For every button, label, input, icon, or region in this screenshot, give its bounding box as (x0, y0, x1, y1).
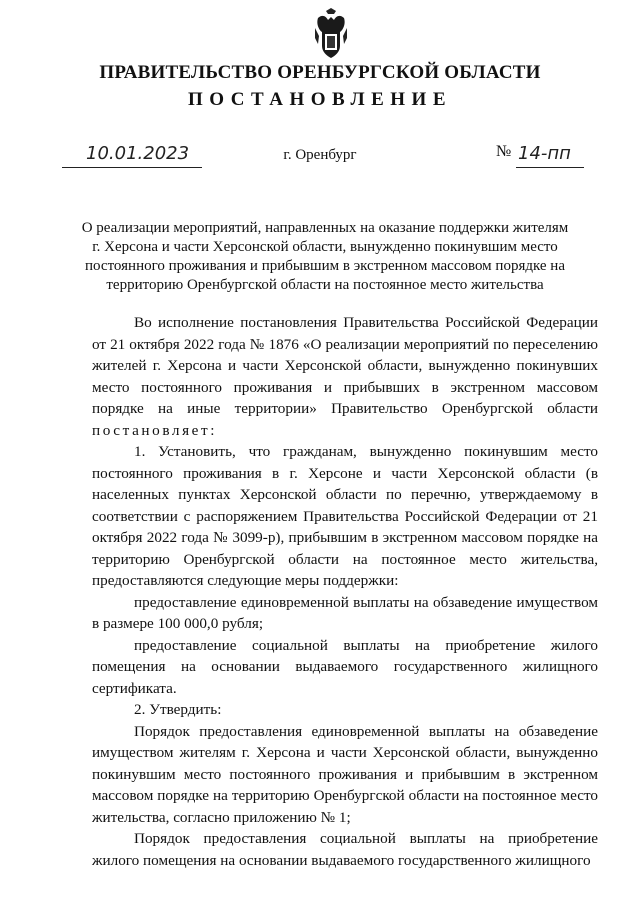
document-body (92, 312, 598, 871)
document-title: О реализации мероприятий, направленных на оказание поддержки жителям г. Херсона и части Херсонской области, вынужденно покинувшим место постоянного проживания и прибывшим в экстренном массовом порядке на территорию Оренбургской области на постоянное место жительства (81, 220, 569, 293)
paragraph-2a: Порядок предоставления единовременной выплаты на обзаведение имуществом жителям г. Херсона и части Херсонской области, вынужденно покинувшим место постоянного проживания и прибывшим в экстренном массовом порядке на территорию Оренбургской области на постоянное место жительства, согласно приложению № 1; (92, 722, 598, 826)
paragraph-1: 1. Установить, что гражданам, вынужденно покинувшим место постоянного проживания в г. Херсоне и части Херсонской области (в населенных пунктах Херсонской области по перечню, утверждаемому в соответствии с распоряжением Правительства Российской Федерации от 21 октября 2022 года № 3099-р), прибывшим в экстренном массовом порядке на территорию Оренбургской области на постоянное место жительства, предоставляются следующие меры поддержки: (92, 443, 598, 589)
paragraph-1b: предоставление социальной выплаты на приобретение жилого помещения на основании выдаваемого государственного жилищного сертификата. (92, 636, 598, 697)
coat-of-arms-icon (314, 8, 348, 60)
paragraph-2b: Порядок предоставления социальной выплаты на приобретение жилого помещения на основании выдаваемого государственного жилищного (92, 830, 598, 869)
intro-paragraph (92, 312, 598, 441)
number-field (516, 143, 584, 168)
intro-text: Во исполнение постановления Правительства Российской Федерации от 21 октября 2022 года № 1876 «О реализации мероприятий по переселению жителей г. Херсона и части Херсонской области, вынужденно покинувших место постоянного проживания и прибывших в экстренном массовом порядке на иные территории» Правительство Оренбургской области (92, 314, 598, 417)
city: г. Оренбург (283, 147, 357, 163)
paragraph-1a: предоставление единовременной выплаты на обзаведение имуществом в размере 100 000,0 рубля; (92, 593, 598, 632)
decree-word: постановляет: (92, 421, 218, 439)
government-name: ПРАВИТЕЛЬСТВО ОРЕНБУРГСКОЙ ОБЛАСТИ (99, 62, 541, 83)
number-handwritten: 14-пп (518, 143, 571, 164)
document-type: ПОСТАНОВЛЕНИЕ (187, 89, 453, 110)
number-label: № (496, 143, 512, 160)
paragraph-2: 2. Утвердить: (134, 701, 222, 718)
date-handwritten: 10.01.2023 (86, 143, 190, 164)
